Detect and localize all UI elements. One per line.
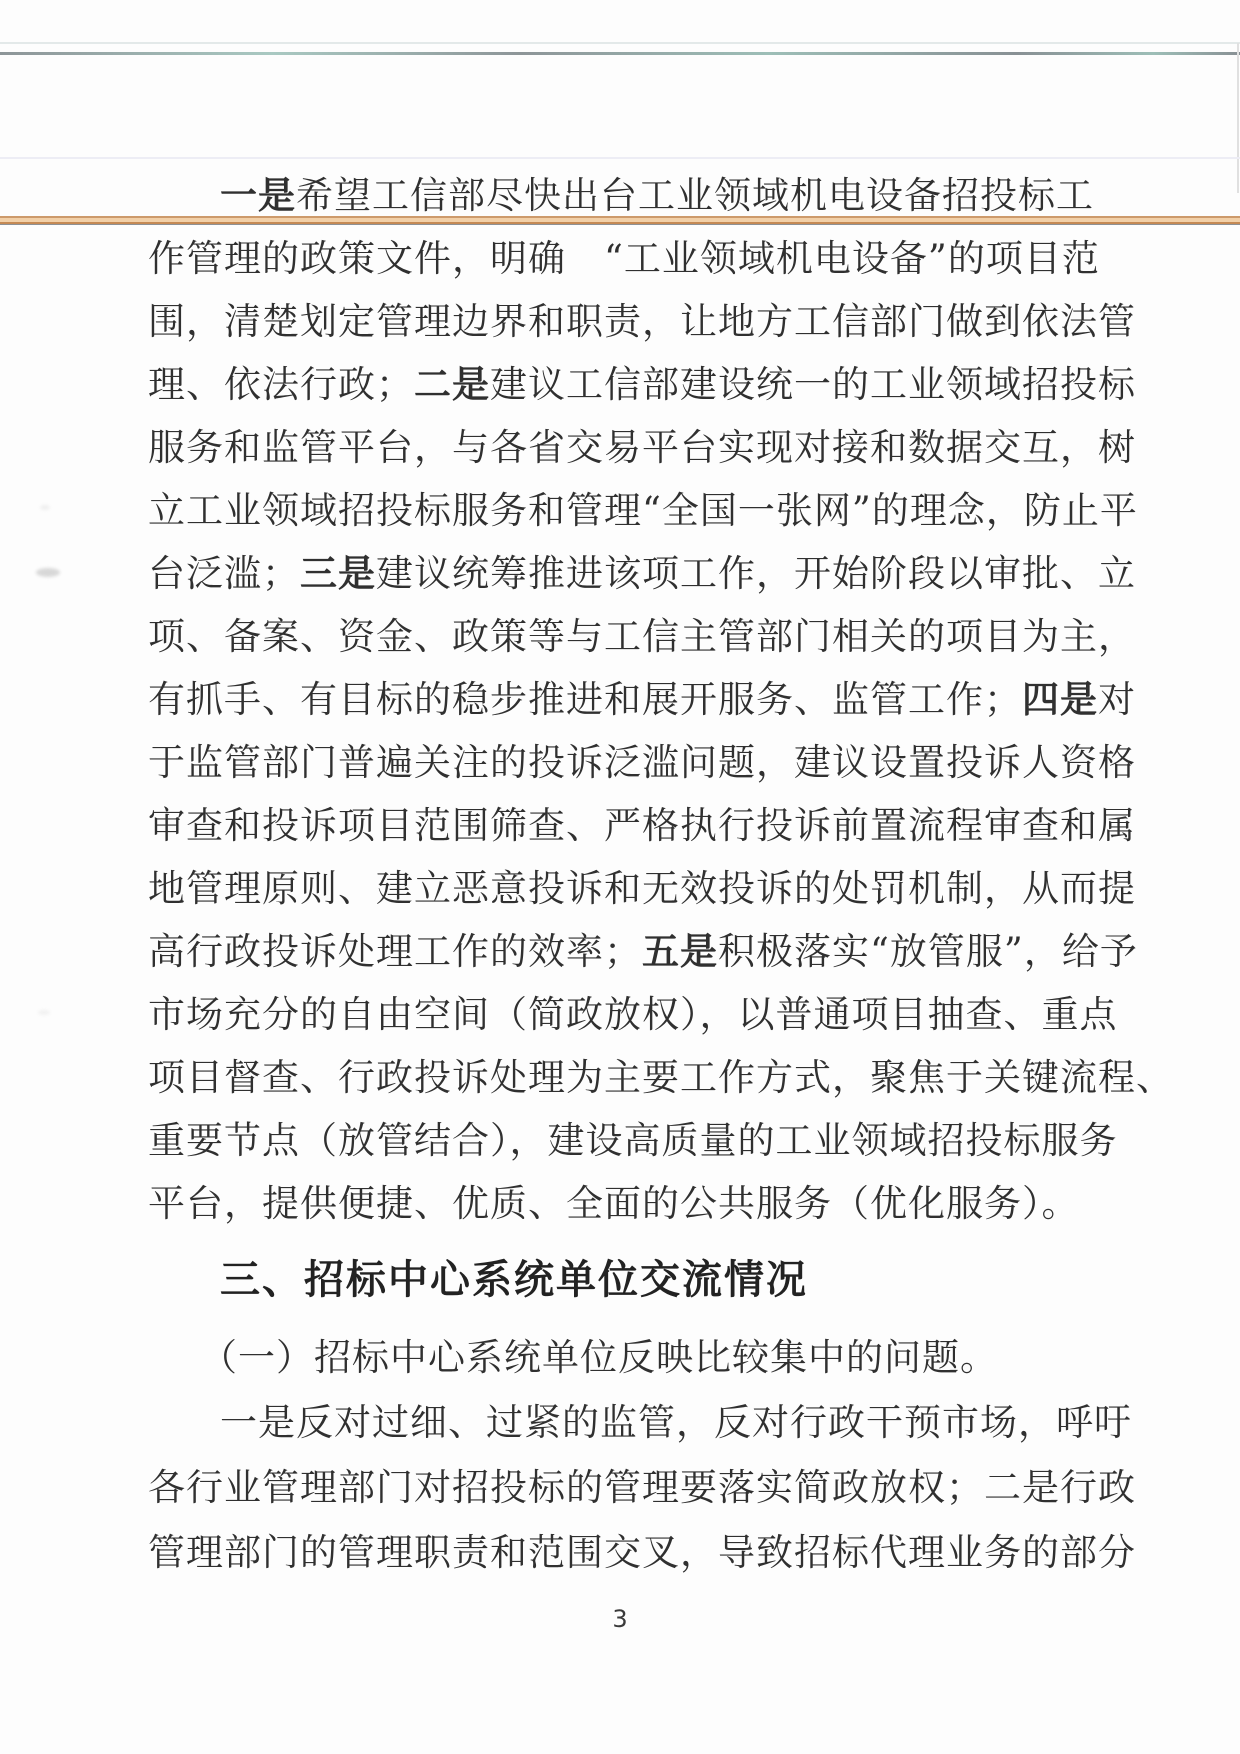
bold-text-segment: 三是 xyxy=(300,550,376,595)
text-segment: 各行业管理部门对招投标的管理要落实简政放权； xyxy=(148,1465,984,1509)
text-line xyxy=(148,1451,1136,1516)
text-line xyxy=(148,664,1136,727)
text-segment: 审查和投诉项目范围筛查、严格执行投诉前置流程审查和属 xyxy=(148,803,1136,847)
body-paragraph-2 xyxy=(148,1386,1136,1581)
text-line xyxy=(148,853,1136,916)
text-segment: 积极落实“放管服”，给予 xyxy=(718,929,1138,973)
text-line xyxy=(148,790,1136,853)
text-segment: 台泛滥； xyxy=(148,551,300,595)
bold-text-segment: 一是 xyxy=(220,172,296,217)
text-segment: 作管理的政策文件，明确 “工业领域机电设备”的项目范 xyxy=(148,236,1100,280)
text-segment: 高行政投诉处理工作的效率； xyxy=(148,929,642,973)
text-segment: 服务和监管平台，与各省交易平台实现对接和数据交互，树 xyxy=(148,425,1136,469)
text-segment: 建议统筹推进该项工作，开始阶段以审批、立 xyxy=(376,551,1136,595)
text-segment: 对 xyxy=(1098,677,1136,721)
body-paragraph-1 xyxy=(148,160,1174,1231)
text-segment: 于监管部门普遍关注的投诉泛滥问题，建议设置投诉人资格 xyxy=(148,740,1136,784)
bold-text-segment: 五是 xyxy=(642,928,718,973)
margin-smudge xyxy=(38,1010,50,1015)
text-segment: 理、依法行政； xyxy=(148,362,414,406)
top-rule-light xyxy=(0,42,1240,44)
text-line xyxy=(148,979,1118,1042)
text-segment: 重要节点（放管结合），建设高质量的工业领域招投标服务 xyxy=(148,1118,1118,1162)
text-line xyxy=(148,727,1136,790)
margin-rule xyxy=(0,157,1240,159)
margin-smudge xyxy=(40,505,50,510)
text-segment: 项、备案、资金、政策等与工信主管部门相关的项目为主， xyxy=(148,614,1136,658)
text-segment: 有抓手、有目标的稳步推进和展开服务、监管工作； xyxy=(148,677,1022,721)
text-line xyxy=(148,601,1136,664)
text-segment: 平台，提供便捷、优质、全面的公共服务（优化服务）。 xyxy=(148,1181,1080,1225)
text-line xyxy=(148,538,1136,601)
text-segment: 项目督查、行政投诉处理为主要工作方式，聚焦于关键流程、 xyxy=(148,1055,1174,1099)
text-line xyxy=(148,1386,1132,1451)
top-rule-dark xyxy=(0,52,1240,55)
text-line xyxy=(148,160,1100,223)
text-segment: 建议工信部建设统一的工业领域招投标 xyxy=(490,362,1136,406)
text-segment: 一是 xyxy=(220,1400,296,1444)
scan-edge-shadow xyxy=(1237,43,1239,193)
bold-text-segment: 二是 xyxy=(414,361,490,406)
text-segment: 二是 xyxy=(984,1465,1060,1509)
text-line xyxy=(148,1168,1100,1231)
text-segment: 希望工信部尽快出台工业领域机电设备招投标工 xyxy=(296,173,1094,217)
text-segment: 围，清楚划定管理边界和职责，让地方工信部门做到依法管 xyxy=(148,299,1136,343)
section-subheading: （一）招标中心系统单位反映比较集中的问题。 xyxy=(200,1335,998,1379)
text-line xyxy=(148,223,1100,286)
margin-smudge xyxy=(36,568,60,577)
text-segment: 管理部门的管理职责和范围交叉，导致招标代理业务的部分 xyxy=(148,1530,1136,1574)
text-line xyxy=(148,286,1136,349)
text-line xyxy=(148,349,1136,412)
section-heading: 三、招标中心系统单位交流情况 xyxy=(220,1256,808,1303)
text-line xyxy=(148,1105,1118,1168)
text-line xyxy=(148,1516,1136,1581)
text-line xyxy=(148,916,1138,979)
text-segment: 市场充分的自由空间（简政放权），以普通项目抽查、重点 xyxy=(148,992,1118,1036)
text-segment: 反对过细、过紧的监管，反对行政干预市场，呼吁 xyxy=(296,1400,1132,1444)
text-segment: 行政 xyxy=(1060,1465,1136,1509)
page-number: 3 xyxy=(612,1605,628,1633)
text-segment: 地管理原则、建立恶意投诉和无效投诉的处罚机制，从而提 xyxy=(148,866,1136,910)
text-line xyxy=(148,1042,1174,1105)
text-line xyxy=(148,475,1138,538)
bold-text-segment: 四是 xyxy=(1022,676,1098,721)
text-segment: 立工业领域招投标服务和管理“全国一张网”的理念，防止平 xyxy=(148,488,1138,532)
text-line xyxy=(148,412,1136,475)
